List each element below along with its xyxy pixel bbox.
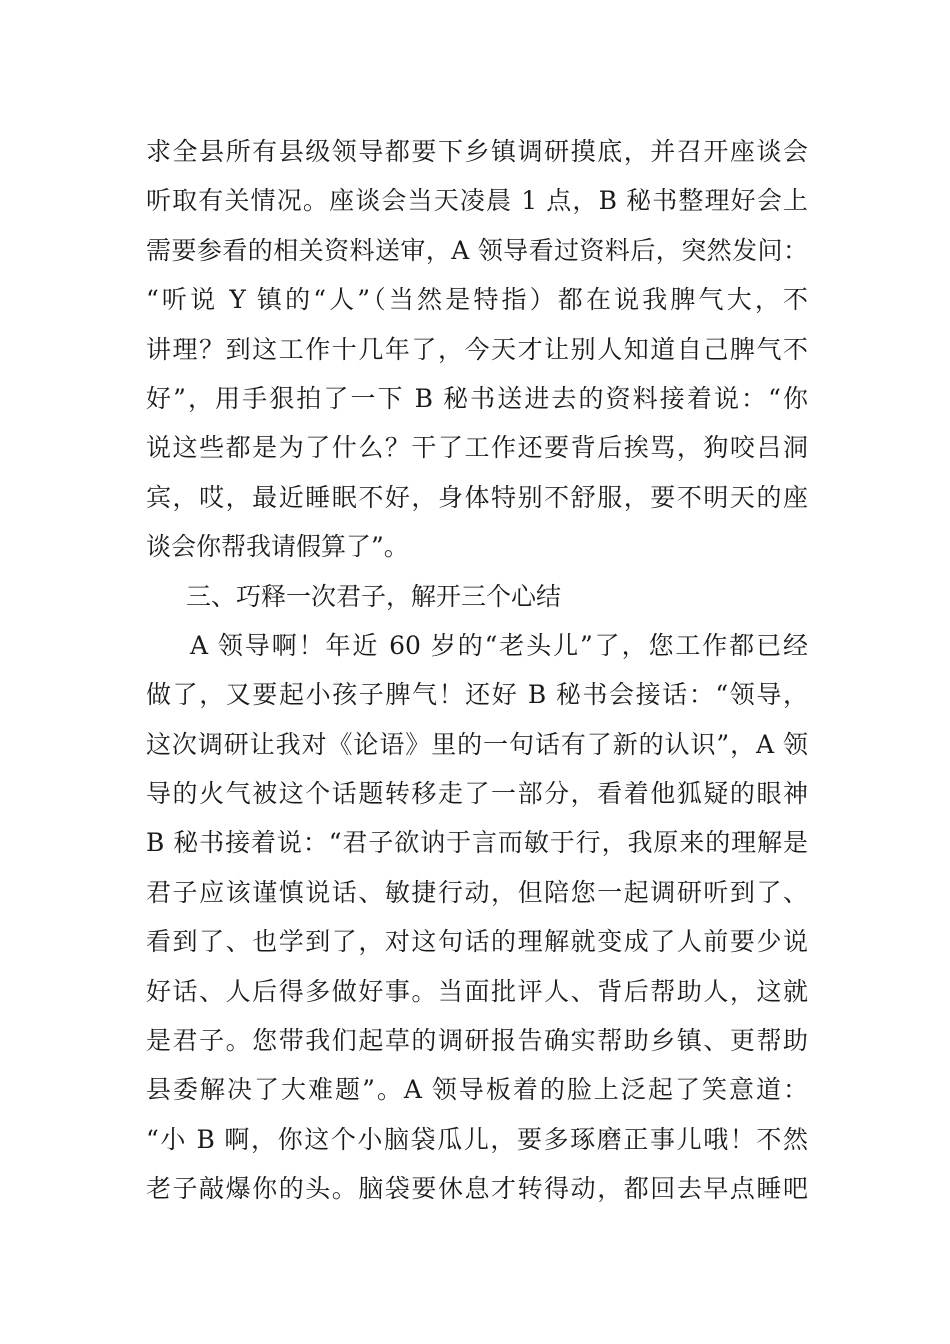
text-line: 好”，用手狠拍了一下 B 秘书送进去的资料接着说：“你 — [146, 383, 808, 413]
text-line: 看到了、也学到了，对这句话的理解就变成了人前要少说 — [146, 927, 808, 957]
section-heading: 三、巧释一次君子，解开三个心结 — [186, 581, 562, 611]
text-line: 需要参看的相关资料送审，A 领导看过资料后，突然发问： — [146, 235, 808, 265]
text-line: 导的火气被这个话题转移走了一部分，看着他狐疑的眼神 — [146, 779, 808, 809]
text-line: 做了，又要起小孩子脾气！还好 B 秘书会接话：“领导， — [146, 680, 808, 710]
text-line: 讲理？到这工作十几年了，今天才让别人知道自己脾气不 — [146, 334, 808, 364]
text-line: “听说 Y 镇的“人”（当然是特指）都在说我脾气大，不 — [146, 285, 808, 315]
document-body — [146, 127, 808, 1214]
text-line: 说这些都是为了什么？干了工作还要背后挨骂，狗咬吕洞 — [146, 433, 808, 463]
text-line: “小 B 啊，你这个小脑袋瓜儿，要多琢磨正事儿哦！不然 — [146, 1124, 808, 1154]
text-line: 听取有关情况。座谈会当天凌晨 1 点，B 秘书整理好会上 — [146, 186, 808, 216]
text-line: 老子敲爆你的头。脑袋要休息才转得动，都回去早点睡吧 — [146, 1174, 808, 1204]
text-line: A 领导啊！年近 60 岁的“老头儿”了，您工作都已经 — [190, 630, 808, 660]
text-line: 宾，哎，最近睡眠不好，身体特别不舒服，要不明天的座 — [146, 482, 808, 512]
text-line: 县委解决了大难题”。A 领导板着的脸上泛起了笑意道： — [146, 1075, 808, 1105]
text-line: 是君子。您带我们起草的调研报告确实帮助乡镇、更帮助 — [146, 1026, 808, 1056]
text-line: 这次调研让我对《论语》里的一句话有了新的认识”，A 领 — [146, 729, 808, 759]
text-line: 求全县所有县级领导都要下乡镇调研摸底，并召开座谈会 — [146, 137, 808, 166]
text-line: B 秘书接着说：“君子欲讷于言而敏于行，我原来的理解是 — [146, 828, 808, 858]
text-line: 好话、人后得多做好事。当面批评人、背后帮助人，这就 — [146, 976, 808, 1006]
text-line: 君子应该谨慎说话、敏捷行动，但陪您一起调研听到了、 — [146, 877, 808, 907]
text-line: 谈会你帮我请假算了”。 — [146, 532, 409, 562]
